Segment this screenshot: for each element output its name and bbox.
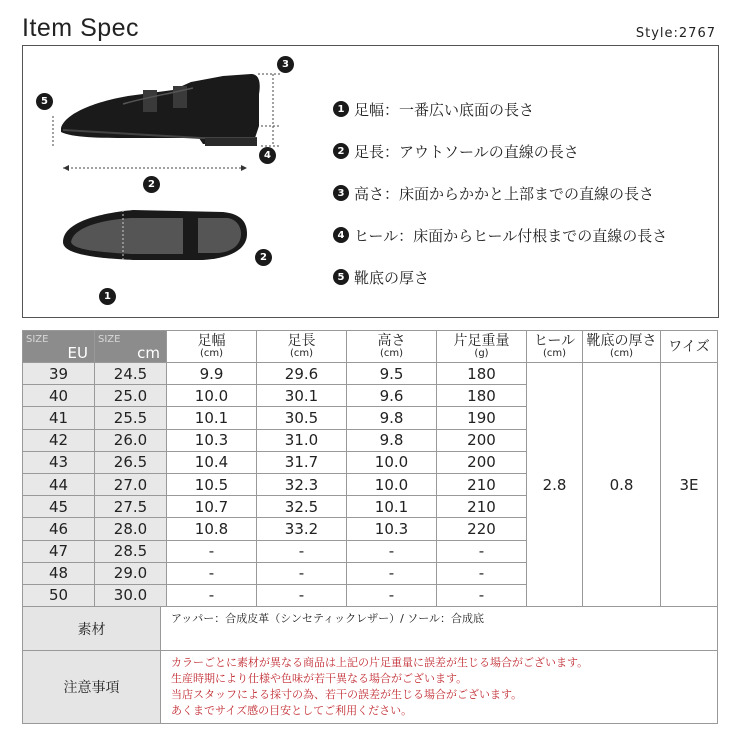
- style-number: Style:2767: [635, 26, 716, 41]
- shoe-side-view: [61, 74, 260, 146]
- table-cell: 27.0: [95, 473, 167, 495]
- header-width: 足幅 (cm): [167, 331, 257, 363]
- header-size-eu: SIZE EU: [23, 331, 95, 363]
- table-cell: 28.5: [95, 540, 167, 562]
- table-cell: 39: [23, 363, 95, 385]
- table-cell: 9.5: [347, 363, 437, 385]
- spec-number: 1: [333, 101, 349, 117]
- note-line: 当店スタッフによる採寸の為、若干の誤差が生じる場合がございます。: [171, 688, 523, 701]
- table-cell: -: [257, 540, 347, 562]
- table-cell: 48: [23, 562, 95, 584]
- merged-sole: 0.8: [583, 363, 661, 607]
- marker-4: 4: [259, 147, 276, 164]
- spec-item: [333, 256, 667, 298]
- spec-text: 高さ：床面からかかと上部までの直線の長さ: [354, 184, 655, 203]
- table-cell: 25.5: [95, 407, 167, 429]
- table-cell: 41: [23, 407, 95, 429]
- table-cell: 210: [437, 496, 527, 518]
- note-line: 生産時期により仕様や色味が若干異なる場合がございます。: [171, 672, 468, 685]
- header-wise: ワイズ: [661, 331, 718, 363]
- spec-number: 3: [333, 185, 349, 201]
- table-cell: 180: [437, 363, 527, 385]
- table-cell: -: [347, 584, 437, 606]
- table-cell: 45: [23, 496, 95, 518]
- table-cell: -: [167, 562, 257, 584]
- spec-item: [333, 130, 667, 172]
- table-cell: 31.0: [257, 429, 347, 451]
- material-value: アッパー：合成皮革（シンセティックレザー）/ ソール：合成底: [161, 607, 718, 651]
- table-cell: 10.8: [167, 518, 257, 540]
- note-line: カラーごとに素材が異なる商品は上記の片足重量に誤差が生じる場合がございます。: [171, 656, 589, 669]
- table-cell: 29.0: [95, 562, 167, 584]
- marker-5: 5: [36, 93, 53, 110]
- marker-2-side: 2: [143, 176, 160, 193]
- table-cell: 32.3: [257, 473, 347, 495]
- table-cell: 10.0: [347, 451, 437, 473]
- table-cell: 10.3: [167, 429, 257, 451]
- table-cell: 9.9: [167, 363, 257, 385]
- merged-width: 3E: [661, 363, 718, 607]
- spec-text: 靴底の厚さ: [354, 268, 430, 287]
- table-cell: 9.8: [347, 429, 437, 451]
- table-cell: -: [167, 540, 257, 562]
- spec-list: [333, 88, 667, 298]
- table-cell: 24.5: [95, 363, 167, 385]
- table-cell: 31.7: [257, 451, 347, 473]
- material-label: 素材: [23, 607, 161, 651]
- spec-number: 4: [333, 227, 349, 243]
- table-cell: -: [437, 540, 527, 562]
- table-cell: 10.0: [167, 385, 257, 407]
- table-cell: 220: [437, 518, 527, 540]
- table-cell: 32.5: [257, 496, 347, 518]
- table-cell: 50: [23, 584, 95, 606]
- spec-text: ヒール：床面からヒール付根までの直線の長さ: [354, 226, 668, 245]
- table-cell: 200: [437, 451, 527, 473]
- table-cell: 26.5: [95, 451, 167, 473]
- header-length: 足長 (cm): [257, 331, 347, 363]
- table-cell: -: [347, 540, 437, 562]
- table-cell: 46: [23, 518, 95, 540]
- table-cell: -: [437, 562, 527, 584]
- table-cell: 26.0: [95, 429, 167, 451]
- table-cell: 10.0: [347, 473, 437, 495]
- table-cell: -: [437, 584, 527, 606]
- table-cell: 10.5: [167, 473, 257, 495]
- spec-item: [333, 172, 667, 214]
- table-cell: 25.0: [95, 385, 167, 407]
- table-cell: 47: [23, 540, 95, 562]
- table-cell: 29.6: [257, 363, 347, 385]
- header-height: 高さ (cm): [347, 331, 437, 363]
- table-cell: 30.5: [257, 407, 347, 429]
- header-weight: 片足重量 (g): [437, 331, 527, 363]
- page-title: Item Spec: [22, 14, 140, 42]
- table-cell: 42: [23, 429, 95, 451]
- table-cell: 44: [23, 473, 95, 495]
- table-cell: -: [167, 584, 257, 606]
- table-cell: 210: [437, 473, 527, 495]
- table-cell: 190: [437, 407, 527, 429]
- table-cell: 43: [23, 451, 95, 473]
- size-table: [22, 330, 718, 607]
- header-sole: 靴底の厚さ (cm): [583, 331, 661, 363]
- merged-heel: 2.8: [527, 363, 583, 607]
- header-size-cm: SIZE cm: [95, 331, 167, 363]
- table-cell: -: [257, 562, 347, 584]
- table-cell: 9.6: [347, 385, 437, 407]
- spec-text: 足長：アウトソールの直線の長さ: [354, 142, 579, 161]
- table-cell: 10.4: [167, 451, 257, 473]
- marker-1: 1: [99, 288, 116, 305]
- table-cell: 30.0: [95, 584, 167, 606]
- table-cell: -: [257, 584, 347, 606]
- table-cell: -: [347, 562, 437, 584]
- spec-text: 足幅：一番広い底面の長さ: [354, 100, 535, 119]
- table-cell: 30.1: [257, 385, 347, 407]
- marker-2-sole: 2: [255, 249, 272, 266]
- table-cell: 10.7: [167, 496, 257, 518]
- table-cell: 27.5: [95, 496, 167, 518]
- marker-3: 3: [277, 56, 294, 73]
- table-cell: 10.1: [167, 407, 257, 429]
- shoe-sole-view: [63, 210, 247, 260]
- info-table: [22, 606, 718, 724]
- spec-number: 2: [333, 143, 349, 159]
- table-cell: 10.1: [347, 496, 437, 518]
- table-cell: 28.0: [95, 518, 167, 540]
- table-cell: 180: [437, 385, 527, 407]
- header-heel: ヒール (cm): [527, 331, 583, 363]
- notes-value: [161, 651, 718, 724]
- shoe-diagram: [23, 46, 323, 318]
- table-cell: 200: [437, 429, 527, 451]
- table-row: [23, 363, 718, 385]
- notes-label: 注意事項: [23, 651, 161, 724]
- table-cell: 33.2: [257, 518, 347, 540]
- spec-item: [333, 214, 667, 256]
- table-cell: 10.3: [347, 518, 437, 540]
- note-line: あくまでサイズ感の目安としてご利用ください。: [171, 704, 413, 717]
- table-cell: 40: [23, 385, 95, 407]
- spec-number: 5: [333, 269, 349, 285]
- table-cell: 9.8: [347, 407, 437, 429]
- spec-item: [333, 88, 667, 130]
